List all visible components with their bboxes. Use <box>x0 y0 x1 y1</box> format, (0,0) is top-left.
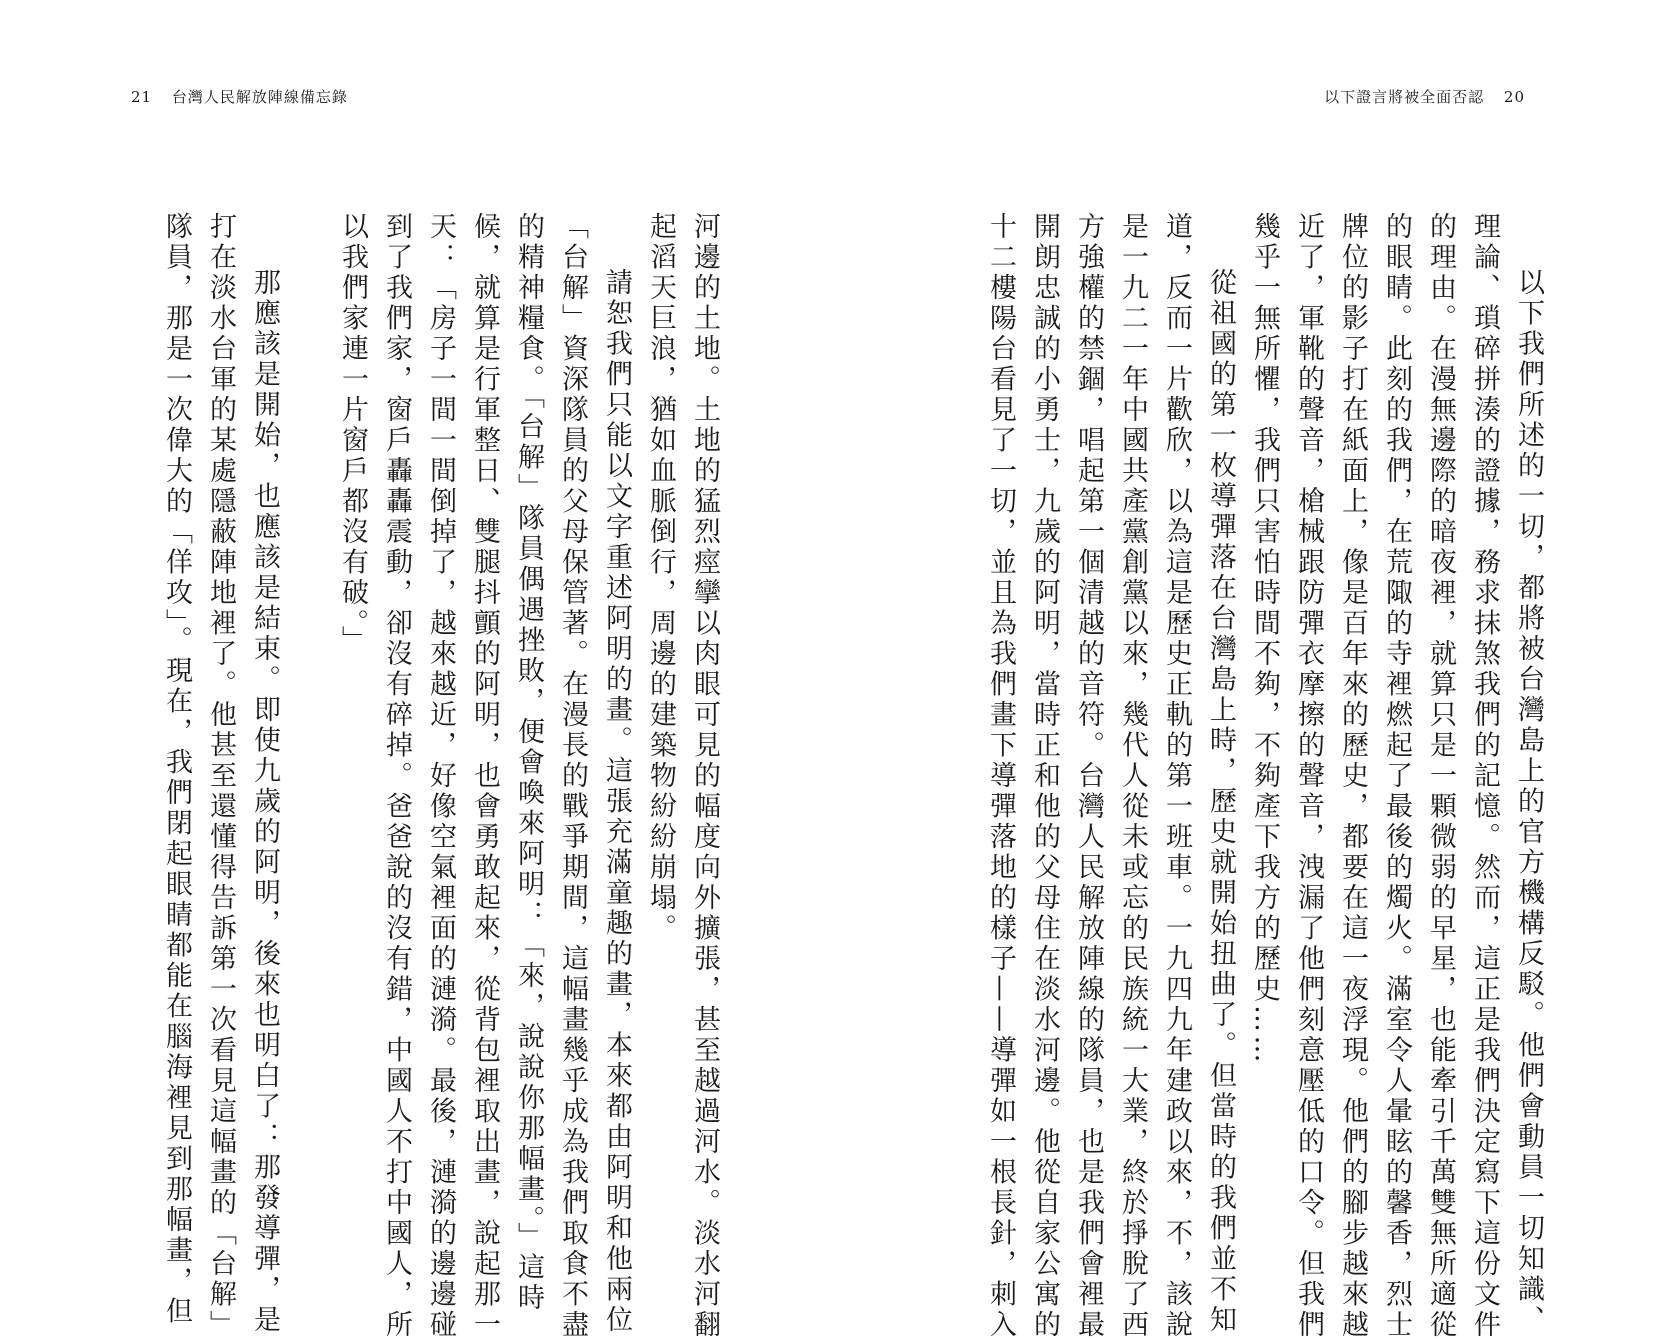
text-column: 天：「房子一間一間倒掉了，越來越近，好像空氣裡面的漣漪。最後，漣漪的邊邊碰 <box>425 212 456 1341</box>
text-column: 理論、瑣碎拼湊的證據，務求抹煞我們的記憶。然而，這正是我們決定寫下這份文件 <box>1469 212 1500 1341</box>
text-column: 牌位的影子打在紙面上，像是百年來的歷史，都要在這一夜浮現。他們的腳步越來越 <box>1337 212 1368 1341</box>
text-column: 隊員，那是一次偉大的「佯攻」。現在，我們閉起眼睛都能在腦海裡見到那幅畫，但 <box>161 212 192 1327</box>
text-column: 是一九二一年中國共產黨創黨以來，幾代人從未或忘的民族統一大業，終於掙脫了西 <box>1117 212 1148 1341</box>
text-column: 以我們家連一片窗戶都沒有破。」 <box>337 212 368 656</box>
text-column: 近了，軍靴的聲音，槍械跟防彈衣摩擦的聲音，洩漏了他們刻意壓低的口令。但我們 <box>1293 212 1324 1341</box>
text-column: 那應該是開始，也應該是結束。即使九歲的阿明，後來也明白了：那發導彈，是 <box>249 268 280 1336</box>
text-column: 的精神糧食。「台解」隊員偶遇挫敗，便會喚來阿明：「來，說說你那幅畫。」這時 <box>513 212 544 1314</box>
text-column: 方強權的禁錮，唱起第一個清越的音符。台灣人民解放陣線的隊員，也是我們會裡最 <box>1073 212 1104 1341</box>
text-column: 的眼睛。此刻的我們，在荒陬的寺裡燃起了最後的燭火。滿室令人暈眩的馨香，烈士 <box>1381 212 1412 1341</box>
left-page-header <box>117 86 348 107</box>
text-column: 到了我們家，窗戶轟轟震動，卻沒有碎掉。爸爸說的沒有錯，中國人不打中國人，所 <box>381 212 412 1341</box>
right-page-header <box>1324 86 1539 107</box>
text-column: 河邊的土地。土地的猛烈痙攣以肉眼可見的幅度向外擴張，甚至越過河水。淡水河翻 <box>689 212 720 1341</box>
right-page-text <box>975 212 1547 1341</box>
text-column: 開朗忠誠的小勇士，九歲的阿明，當時正和他的父母住在淡水河邊。他從自家公寓的 <box>1029 212 1060 1341</box>
text-column: 道，反而一片歡欣，以為這是歷史正軌的第一班車。一九四九年建政以來，不，該說 <box>1161 212 1192 1341</box>
text-column: 十二樓陽台看見了一切，並且為我們畫下導彈落地的樣子——導彈如一根長針，刺入 <box>985 212 1016 1341</box>
right-running-title: 以下證言將被全面否認 <box>1324 88 1485 106</box>
text-column: 幾乎一無所懼，我們只害怕時間不夠，不夠產下我方的歷史…… <box>1249 212 1280 1066</box>
text-column: 的理由。在漫無邊際的暗夜裡，就算只是一顆微弱的早星，也能牽引千萬雙無所適從 <box>1425 212 1456 1341</box>
text-column: 從祖國的第一枚導彈落在台灣島上時，歷史就開始扭曲了。但當時的我們並不知 <box>1205 268 1236 1336</box>
left-running-title: 台灣人民解放陣線備忘錄 <box>171 88 348 106</box>
text-column: 「台解」資深隊員的父母保管著。在漫長的戰爭期間，這幅畫幾乎成為我們取食不盡 <box>557 212 588 1341</box>
text-column: 以下我們所述的一切，都將被台灣島上的官方機構反駁。他們會動員一切知識、 <box>1513 268 1544 1336</box>
text-column: 打在淡水台軍的某處隱蔽陣地裡了。他甚至還懂得告訴第一次看見這幅畫的「台解」 <box>205 212 236 1341</box>
text-column: 候，就算是行軍整日、雙腿抖顫的阿明，也會勇敢起來，從背包裡取出畫，說起那一 <box>469 212 500 1341</box>
left-page-number: 21 <box>131 88 153 106</box>
left-page-text <box>151 212 723 1341</box>
text-column: 起滔天巨浪，猶如血脈倒行，周邊的建築物紛紛崩塌。 <box>645 212 676 944</box>
text-column <box>289 212 327 1092</box>
text-column: 請恕我們只能以文字重述阿明的畫。這張充滿童趣的畫，本來都由阿明和他兩位 <box>601 268 632 1336</box>
right-page-number: 20 <box>1503 88 1525 106</box>
